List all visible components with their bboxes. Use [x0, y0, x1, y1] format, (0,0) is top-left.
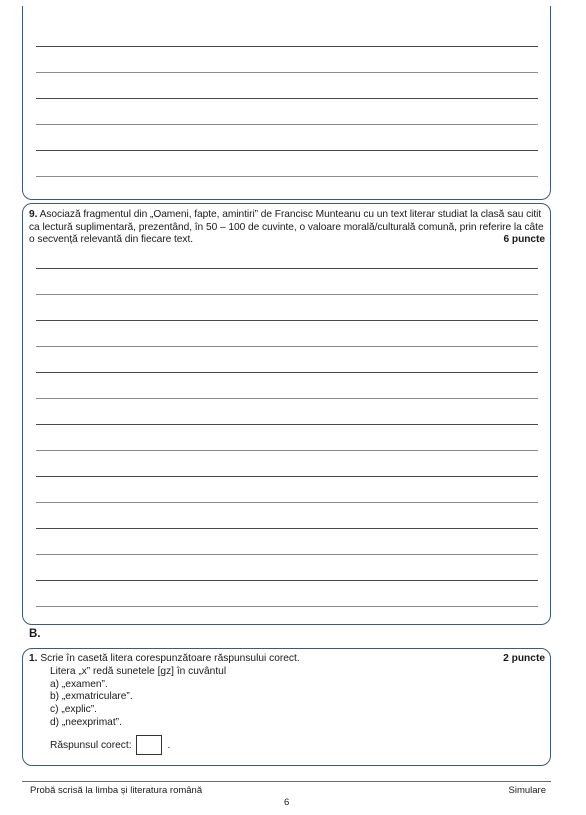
- footer-right-text: Simulare: [508, 785, 546, 796]
- footer-left-text: Probă scrisă la limba și literatura română: [30, 785, 203, 796]
- question-9-text: [29, 209, 545, 247]
- option-a: a) „examen”.: [50, 678, 108, 690]
- answer-label: Răspunsul corect:: [50, 739, 132, 751]
- writing-line[interactable]: [36, 606, 538, 607]
- writing-line[interactable]: [36, 450, 538, 451]
- writing-line[interactable]: [36, 554, 538, 555]
- writing-line[interactable]: [36, 528, 538, 529]
- page-number: 6: [284, 797, 290, 808]
- section-b-heading: B.: [29, 628, 41, 640]
- question-b1: [29, 653, 545, 730]
- option-b: b) „exmatriculare”.: [50, 691, 133, 703]
- writing-line[interactable]: [36, 372, 538, 373]
- writing-line[interactable]: [36, 346, 538, 347]
- writing-line[interactable]: [36, 424, 538, 425]
- option-d: d) „neexprimat”.: [50, 716, 122, 728]
- question-9-body: Asociază fragmentul din „Oameni, fapte, amintiri” de Francisc Munteanu cu un text literar studiat la clasă sau citit ca lectură suplimentară, prezentând, în 50 – 100 de cuvinte, o valoare morală/culturală comună, prin referire la câte o secvență relevantă din fiecare text.: [29, 209, 544, 246]
- question-number: 9.: [29, 209, 38, 220]
- writing-line[interactable]: [36, 580, 538, 581]
- writing-line[interactable]: [36, 268, 538, 269]
- writing-line[interactable]: [36, 150, 538, 151]
- writing-line[interactable]: [36, 476, 538, 477]
- writing-line[interactable]: [36, 98, 538, 99]
- question-number: 1.: [29, 653, 38, 664]
- writing-line[interactable]: [36, 124, 538, 125]
- answer-input-box[interactable]: [136, 735, 162, 755]
- writing-line[interactable]: [36, 72, 538, 73]
- footer-divider: [22, 781, 551, 782]
- writing-line[interactable]: [36, 502, 538, 503]
- answer-tail: .: [167, 739, 171, 751]
- option-c: c) „explic”.: [50, 704, 97, 716]
- question-b1-text: Scrie în casetă litera corespunzătoare răspunsului corect.: [37, 653, 300, 664]
- writing-line[interactable]: [36, 46, 538, 47]
- question-9-box: [22, 203, 551, 625]
- writing-line[interactable]: [36, 176, 538, 177]
- writing-line[interactable]: [36, 294, 538, 295]
- writing-line[interactable]: [36, 320, 538, 321]
- question-b1-points: 2 puncte: [503, 653, 545, 664]
- question-9-points: 6 puncte: [503, 234, 545, 246]
- question-b1-subtext: Litera „x” redă sunetele [gz] în cuvântul: [50, 665, 227, 677]
- answer-box-previous: [22, 6, 551, 200]
- writing-line[interactable]: [36, 398, 538, 399]
- answer-row: [50, 735, 170, 755]
